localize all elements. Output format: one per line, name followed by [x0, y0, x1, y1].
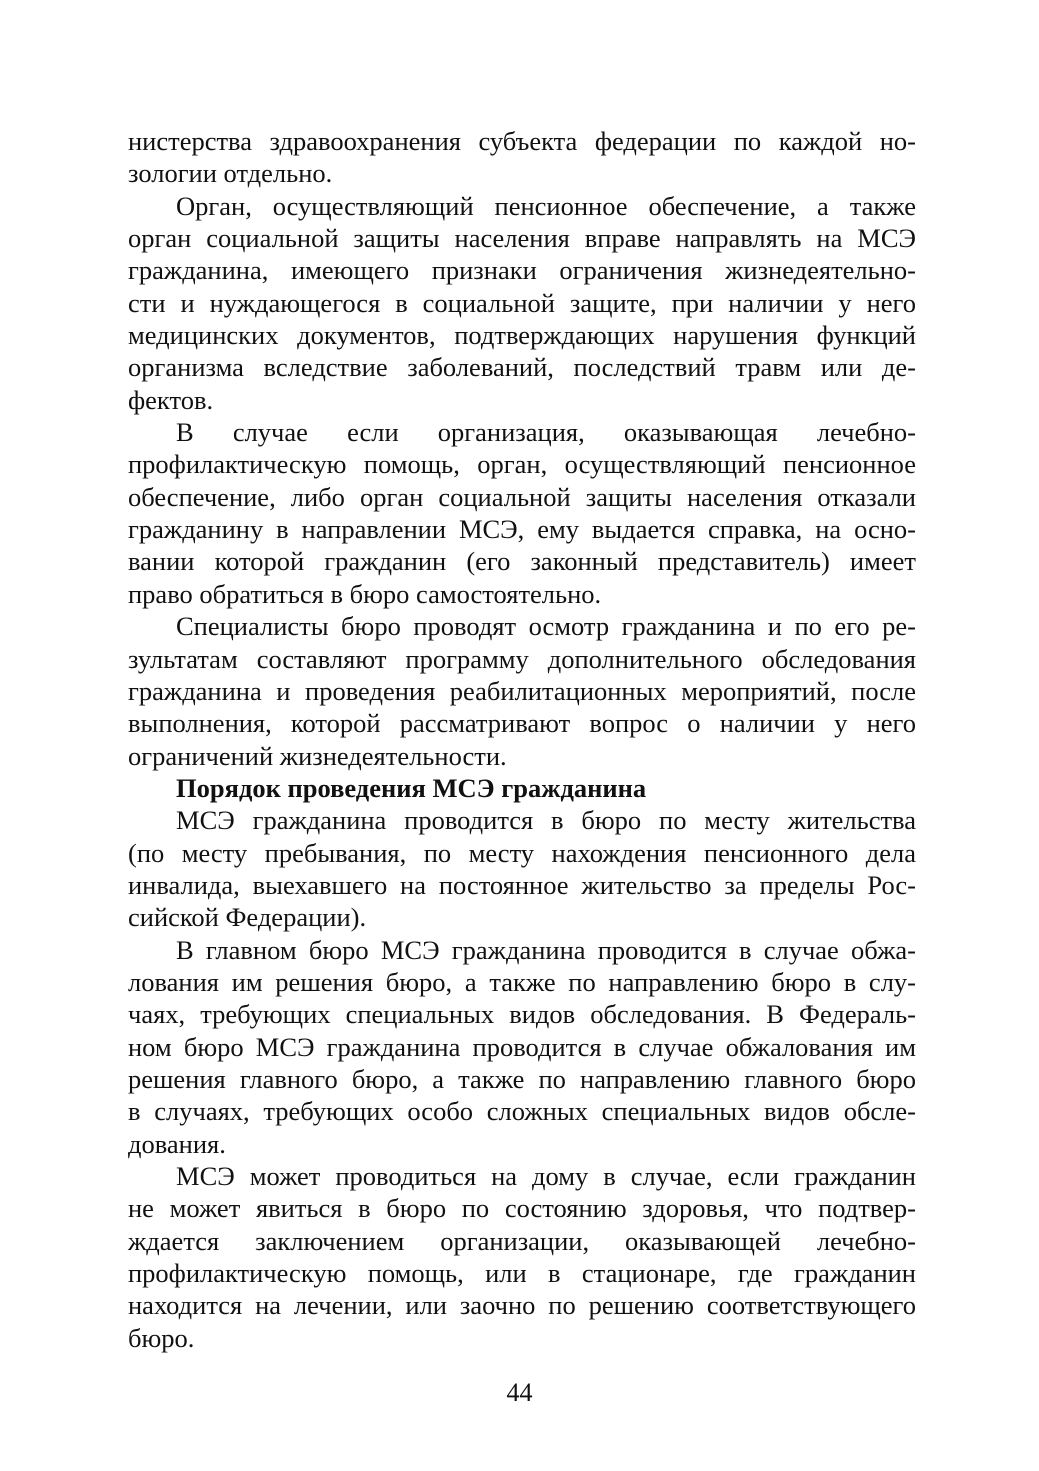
text-line: организма вследствие заболеваний, последствий травм или де-	[128, 352, 916, 383]
text-line: выполнения, которой рассматривают вопрос о наличии у него	[128, 708, 916, 739]
body-text	[128, 125, 916, 1354]
text-line: зультатам составляют программу дополнительного обследования	[128, 643, 916, 674]
text-line: бюро.	[128, 1322, 195, 1353]
text-line: ограничений жизнедеятельности.	[128, 740, 507, 771]
text-line: орган социальной защиты населения вправе направлять на МСЭ	[128, 223, 916, 254]
text-line: в случаях, требующих особо сложных специальных видов обсле-	[128, 1096, 916, 1127]
text-line: лования им решения бюро, а также по направлению бюро в слу-	[128, 966, 916, 997]
text-line: сийской Федерации).	[128, 902, 367, 933]
text-line: ждается заключением организации, оказывающей лечебно-	[128, 1225, 916, 1256]
text-line: профилактическую помощь, орган, осуществляющий пенсионное	[128, 449, 916, 480]
text-line: В главном бюро МСЭ гражданина проводится в случае обжа-	[176, 934, 916, 965]
text-line: гражданина, имеющего признаки ограничения жизнедеятельно-	[128, 255, 916, 286]
text-line: гражданину в направлении МСЭ, ему выдается справка, на осно-	[128, 514, 916, 545]
text-line: вании которой гражданин (его законный представитель) имеет	[128, 546, 916, 577]
text-line: находится на лечении, или заочно по решению соответствующего	[128, 1290, 916, 1321]
text-line: право обратиться в бюро самостоятельно.	[128, 578, 602, 609]
text-line: ном бюро МСЭ гражданина проводится в случае обжалования им	[128, 1031, 916, 1062]
text-line: не может явиться в бюро по состоянию здоровья, что подтвер-	[128, 1193, 916, 1224]
text-line: нистерства здравоохранения субъекта федерации по каждой но-	[128, 126, 916, 156]
text-line: обеспечение, либо орган социальной защиты населения отказали	[128, 481, 916, 512]
text-line: Специалисты бюро проводят осмотр гражданина и по его ре-	[176, 611, 916, 642]
text-line: профилактическую помощь, или в стационаре, где гражданин	[128, 1258, 916, 1289]
text-line: решения главного бюро, а также по направлению главного бюро	[128, 1063, 916, 1094]
text-line: гражданина и проведения реабилитационных мероприятий, после	[128, 675, 916, 706]
text-line: чаях, требующих специальных видов обследования. В Федераль-	[128, 999, 916, 1030]
section-heading: Порядок проведения МСЭ гражданина	[176, 772, 647, 803]
text-line: сти и нуждающегося в социальной защите, при наличии у него	[128, 287, 916, 318]
text-line: МСЭ гражданина проводится в бюро по месту жительства	[176, 805, 916, 836]
page-number: 44	[506, 1378, 533, 1407]
text-line: фектов.	[128, 384, 214, 415]
text-line: дования.	[128, 1128, 226, 1159]
text-line: Орган, осуществляющий пенсионное обеспечение, а также	[176, 190, 916, 221]
text-line: медицинских документов, подтверждающих нарушения функций	[128, 320, 916, 351]
text-line: инвалида, выехавшего на постоянное жительство за пределы Рос-	[128, 869, 916, 900]
text-line: (по месту пребывания, по месту нахождения пенсионного дела	[128, 837, 916, 868]
text-line: зологии отдельно.	[128, 158, 333, 189]
text-line: МСЭ может проводиться на дому в случае, если гражданин	[176, 1161, 916, 1191]
text-line: В случае если организация, оказывающая лечебно-	[176, 417, 916, 448]
